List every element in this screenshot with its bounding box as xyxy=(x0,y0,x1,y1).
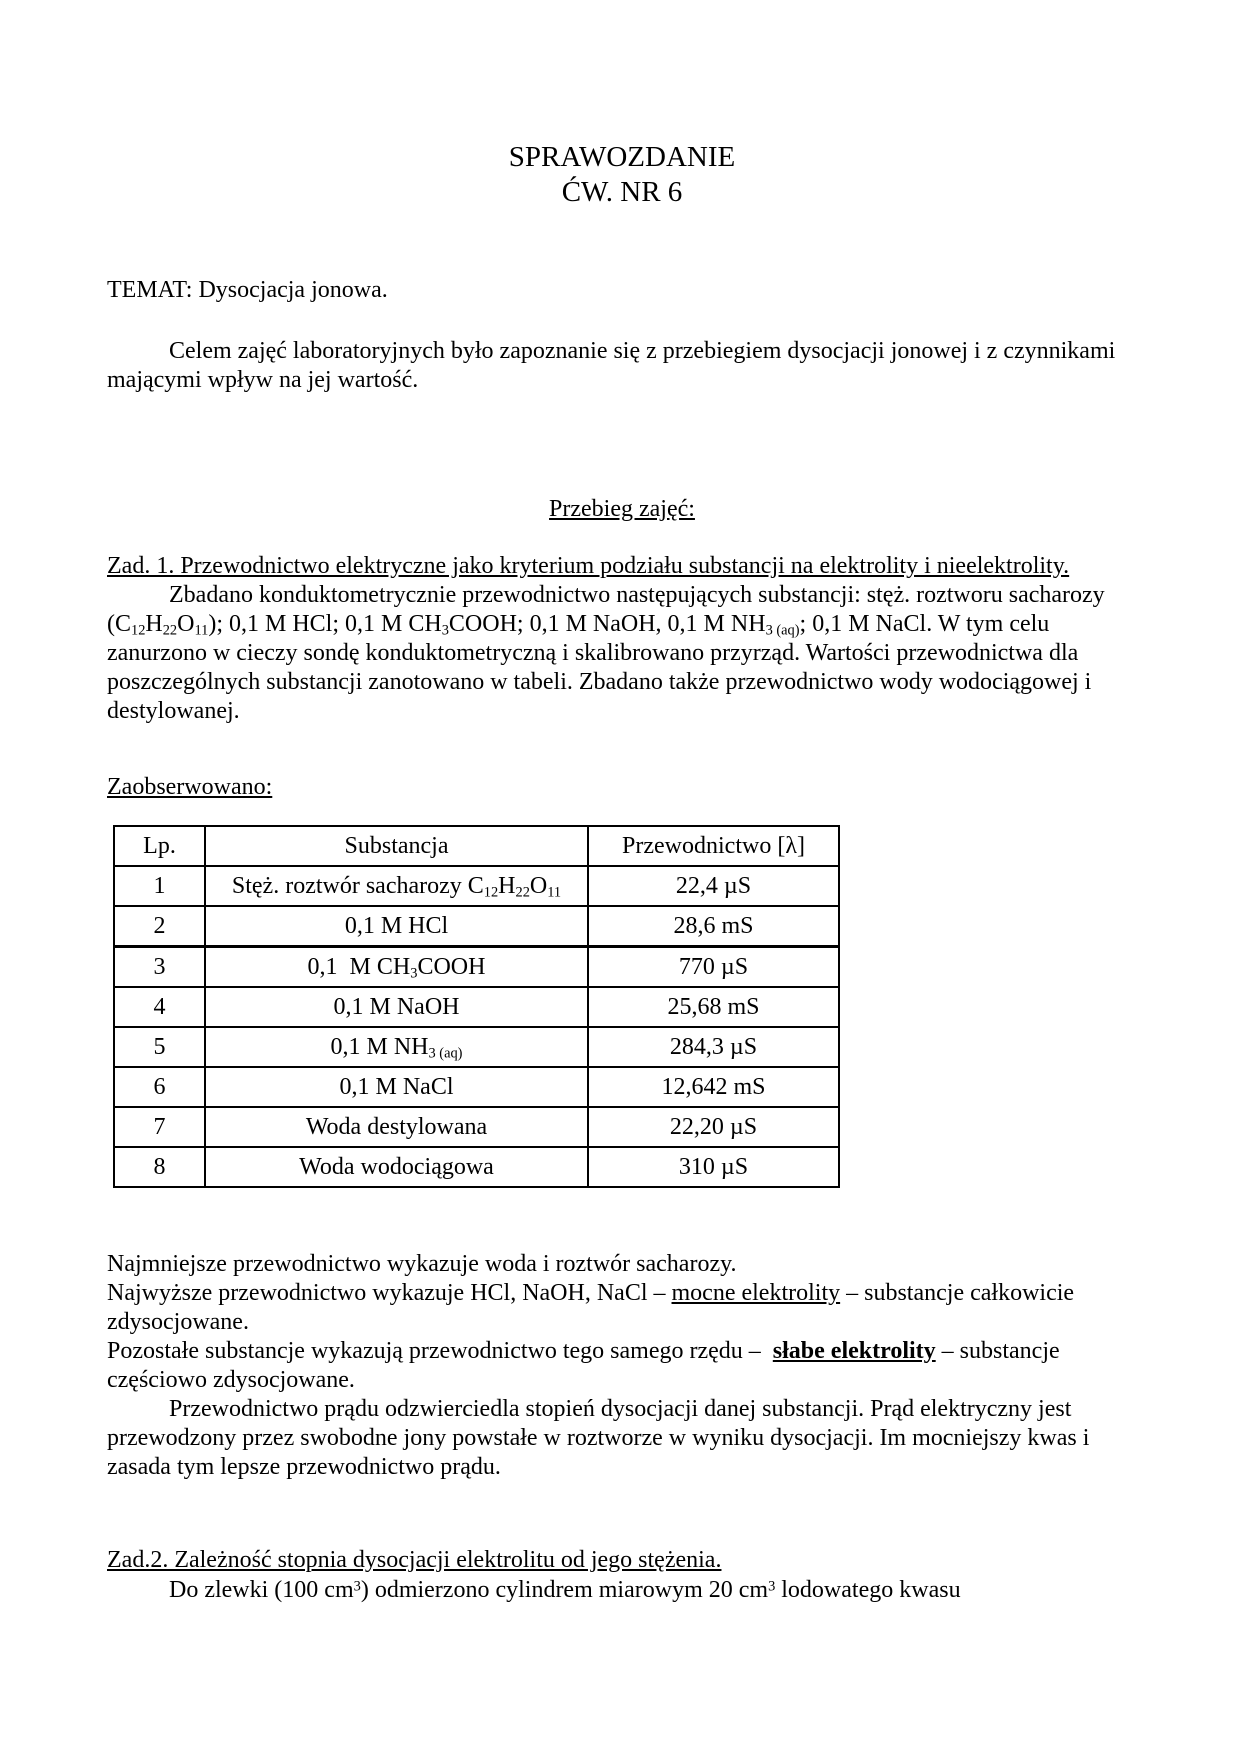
cell-substance: 0,1 M $NH_{3 (aq)}$ xyxy=(205,1027,588,1067)
conclusions xyxy=(107,1250,1137,1482)
cell-conductivity: 28,6 mS xyxy=(588,906,839,947)
table-row xyxy=(114,906,839,947)
cell-conductivity: 770 µS xyxy=(588,947,839,988)
cell-substance: Stęż. roztwór sacharozy $C_{12}H_{22}O_{11}$ xyxy=(205,866,588,906)
conclusion-line-3: Pozostałe substancje wykazują przewodnictwo tego samego rzędu – słabe elektrolity – substancje częściowo zdysocjowane. xyxy=(107,1338,1060,1393)
cell-substance: Woda wodociągowa xyxy=(205,1147,588,1187)
results-table-body xyxy=(114,866,839,1187)
table-row xyxy=(114,987,839,1027)
table-row xyxy=(114,866,839,906)
title-line-1: SPRAWOZDANIE xyxy=(508,141,736,173)
cell-conductivity: 310 µS xyxy=(588,1147,839,1187)
cell-lp: 2 xyxy=(114,906,205,947)
cell-lp: 8 xyxy=(114,1147,205,1187)
intro-paragraph: Celem zajęć laboratoryjnych było zapoznanie się z przebiegiem dysocjacji jonowej i z czynnikami mającymi wpływ na jej wartość. xyxy=(107,338,1116,393)
cell-conductivity: 12,642 mS xyxy=(588,1067,839,1107)
cell-substance: 0,1 M HCl xyxy=(205,906,588,947)
cell-substance: Woda destylowana xyxy=(205,1107,588,1147)
table-row xyxy=(114,1147,839,1187)
cell-substance: 0,1 M NaOH xyxy=(205,987,588,1027)
cell-lp: 7 xyxy=(114,1107,205,1147)
observed-heading-text: Zaobserwowano: xyxy=(107,774,273,800)
zad1-heading-text: Zad. 1. Przewodnictwo elektryczne jako kryterium podziału substancji na elektrolity i nieelektrolity. xyxy=(107,553,1070,579)
zad2-heading-text: Zad.2. Zależność stopnia dysocjacji elektrolitu od jego stężenia. xyxy=(107,1547,722,1573)
conclusion-line-2: Najwyższe przewodnictwo wykazuje HCl, NaOH, NaCl – mocne elektrolity – substancje całkowicie zdysocjowane. xyxy=(107,1280,1075,1335)
title-line-2: ĆW. NR 6 xyxy=(561,176,683,208)
section-heading-text: Przebieg zajęć: xyxy=(549,496,695,522)
cell-conductivity: 22,20 µS xyxy=(588,1107,839,1147)
cell-lp: 4 xyxy=(114,987,205,1027)
table-row xyxy=(114,1107,839,1147)
cell-conductivity: 25,68 mS xyxy=(588,987,839,1027)
table-row xyxy=(114,1027,839,1067)
zad2-paragraph: Do zlewki (100 $cm^3$) odmierzono cylindrem miarowym 20 $cm^3$ lodowatego kwasu xyxy=(169,1577,961,1603)
cell-conductivity: 22,4 µS xyxy=(588,866,839,906)
conclusion-paragraph: Przewodnictwo prądu odzwierciedla stopień dysocjacji danej substancji. Prąd elektryczny jest przewodzony przez swobodne jony powstałe w roztworze w wyniku dysocjacji. Im mocniejszy kwas i zasada tym lepsze przewodnictwo prądu. xyxy=(107,1396,1090,1480)
cell-substance: 0,1 M NaCl xyxy=(205,1067,588,1107)
table-row xyxy=(114,1067,839,1107)
section-heading xyxy=(107,495,1137,524)
cell-lp: 5 xyxy=(114,1027,205,1067)
zad2-heading xyxy=(107,1546,1137,1575)
cell-substance: 0,1 M $CH_3COOH$ xyxy=(205,947,588,988)
topic-line: TEMAT: Dysocjacja jonowa. xyxy=(107,277,388,303)
cell-lp: 3 xyxy=(114,947,205,988)
cell-lp: 1 xyxy=(114,866,205,906)
results-table xyxy=(113,825,840,1188)
observed-heading xyxy=(107,773,1137,802)
col-header-conductivity: Przewodnictwo [λ] xyxy=(588,826,839,866)
table-row xyxy=(114,947,839,988)
document-title xyxy=(107,140,1137,210)
cell-lp: 6 xyxy=(114,1067,205,1107)
col-header-substance: Substancja xyxy=(205,826,588,866)
col-header-lp: Lp. xyxy=(114,826,205,866)
zad1-heading xyxy=(107,552,1137,581)
table-header-row xyxy=(114,826,839,866)
zad1-paragraph: Zbadano konduktometrycznie przewodnictwo następujących substancji: stęż. roztworu sacharozy $(C_{12}H_{22}O_{11})$; 0,1 M HCl; 0,1 M $CH_3COOH$; 0,1 M NaOH, 0,1 M $NH_{3 (aq)}$; 0,1 M NaCl. W tym celu zanurzono w cieczy sondę konduktometryczną i skalibrowano przyrząd. Wartości przewodnictwa dla poszczególnych substancji zanotowano w tabeli. Zbadano także przewodnictwo wody wodociągowej i destylowanej. xyxy=(107,582,1105,724)
cell-conductivity: 284,3 µS xyxy=(588,1027,839,1067)
conclusion-line-1: Najmniejsze przewodnictwo wykazuje woda i roztwór sacharozy. xyxy=(107,1251,737,1277)
